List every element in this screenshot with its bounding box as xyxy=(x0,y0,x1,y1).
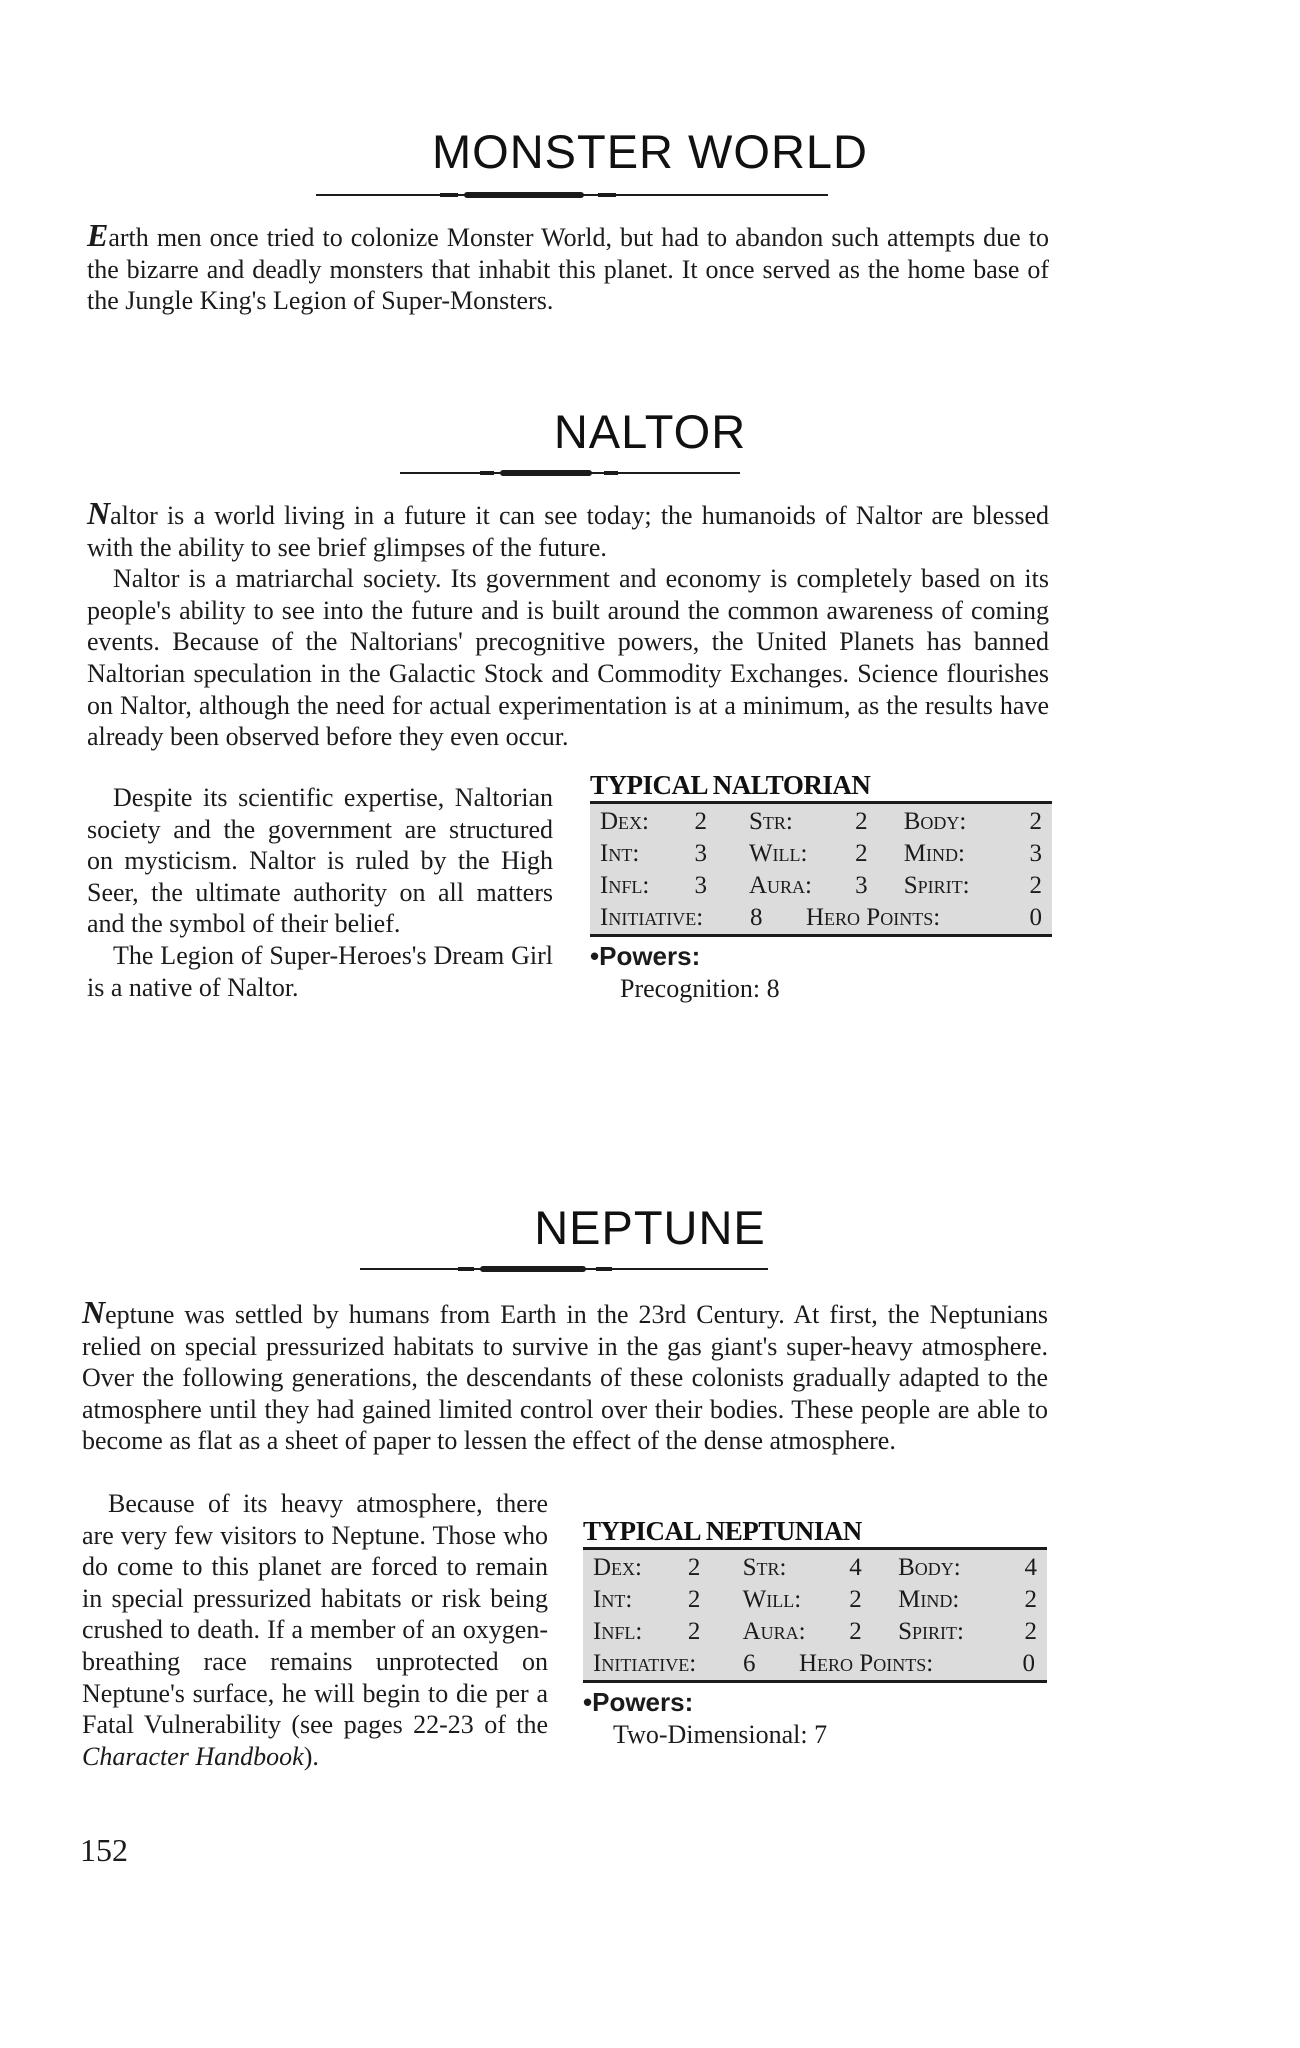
stat-row: Infl: 2 Aura: 2 Spirit: 2 xyxy=(593,1618,1037,1645)
stat-block-title: TYPICAL NALTORIAN xyxy=(590,770,871,800)
naltorian-stat-block xyxy=(590,770,1052,1004)
stat-row-initiative: Initiative: 8 Hero Points: 0 xyxy=(600,904,1042,931)
title-ornament-rule xyxy=(400,472,740,474)
neptune-left-column: Because of its heavy atmosphere, there are very few visitors to Neptune. Those who do come to this planet are forced to remain in special pressurized habitats or risk being crushed to death. If a member of an oxygen-breathing race remains unprotected on Neptune's surface, he will begin to die per a Fatal Vulnerability (see pages 22-23 of the Character Handbook). xyxy=(82,1489,548,1771)
stat-block-title: TYPICAL NEPTUNIAN xyxy=(583,1516,862,1546)
stat-table xyxy=(583,1547,1047,1683)
book-title: Character Handbook xyxy=(82,1741,304,1771)
section-title-naltor: NALTOR xyxy=(553,405,747,458)
stat-row: Dex: 2 Str: 4 Body: 4 xyxy=(593,1554,1037,1581)
naltor-paragraph: Despite its scientific expertise, Naltorian society and the government are structured on mysticism. Naltor is ruled by the High Seer, the ultimate authority on all matters and the symbol of their belief. xyxy=(87,783,553,939)
title-ornament-rule xyxy=(316,194,828,196)
section-title-neptune: NEPTUNE xyxy=(534,1201,766,1254)
naltor-left-column xyxy=(87,782,553,1003)
section-title-monster-world: MONSTER WORLD xyxy=(432,125,868,178)
dropcap: N xyxy=(82,1294,106,1330)
stat-row: Infl: 3 Aura: 3 Spirit: 2 xyxy=(600,872,1042,899)
stat-row: Dex: 2 Str: 2 Body: 2 xyxy=(600,808,1042,835)
stat-row-initiative: Initiative: 6 Hero Points: 0 xyxy=(593,1650,1035,1677)
neptune-intro: Neptune was settled by humans from Earth in the 23rd Century. At first, the Neptunians relied on special pressurized habitats to survive in the gas giant's super-heavy atmosphere. Over the following generations, the descendants of these colonists gradually adapted to the atmosphere until they had gained limited control over their bodies. These people are able to become as flat as a sheet of paper to lessen the effect of the dense atmosphere. xyxy=(82,1294,1048,1456)
powers-label: •Powers: xyxy=(590,941,701,971)
page-number: 152 xyxy=(80,1832,128,1868)
stat-row: Int: 2 Will: 2 Mind: 2 xyxy=(593,1586,1037,1613)
naltor-intro: Naltor is a world living in a future it can see today; the humanoids of Naltor are blessed with the ability to see brief glimpses of the future. Naltor is a matriarchal society. Its government and economy is completely based on its people's ability to see into the future and is built around the common awareness of coming events. Because of the Naltorians' precognitive powers, the United Planets has banned Naltorian speculation in the Galactic Stock and Commodity Exchanges. Science flourishes on Naltor, although the need for actual experimentation is at a minimum, as the results have already been observed before they even occur. xyxy=(87,495,1049,752)
power-item: Two-Dimensional: 7 xyxy=(613,1720,828,1749)
naltor-paragraph: Naltor is a matriarchal society. Its government and economy is completely based on its people's ability to see into the future and is built around the common awareness of coming events. Because of the Naltorians' precognitive powers, the United Planets has banned Naltorian speculation in the Galactic Stock and Commodity Exchanges. Science flourishes on Naltor, although the need for actual experimentation is at a minimum, as the results have already been observed before they even occur. xyxy=(87,564,1049,752)
naltor-paragraph: The Legion of Super-Heroes's Dream Girl is a native of Naltor. xyxy=(87,940,553,1002)
dropcap: E xyxy=(87,217,109,253)
stat-table xyxy=(590,801,1052,937)
neptunian-stat-block xyxy=(583,1516,1047,1750)
title-ornament-rule xyxy=(360,1268,768,1270)
dropcap: N xyxy=(87,495,111,531)
stat-row: Int: 3 Will: 2 Mind: 3 xyxy=(600,840,1042,867)
monster-world-paragraph: Earth men once tried to colonize Monster World, but had to abandon such attempts due to the bizarre and deadly monsters that inhabit this planet. It once served as the home base of the Jungle King's Legion of Super-Monsters. xyxy=(87,217,1049,316)
powers-label: •Powers: xyxy=(583,1687,694,1717)
power-item: Precognition: 8 xyxy=(620,974,780,1003)
